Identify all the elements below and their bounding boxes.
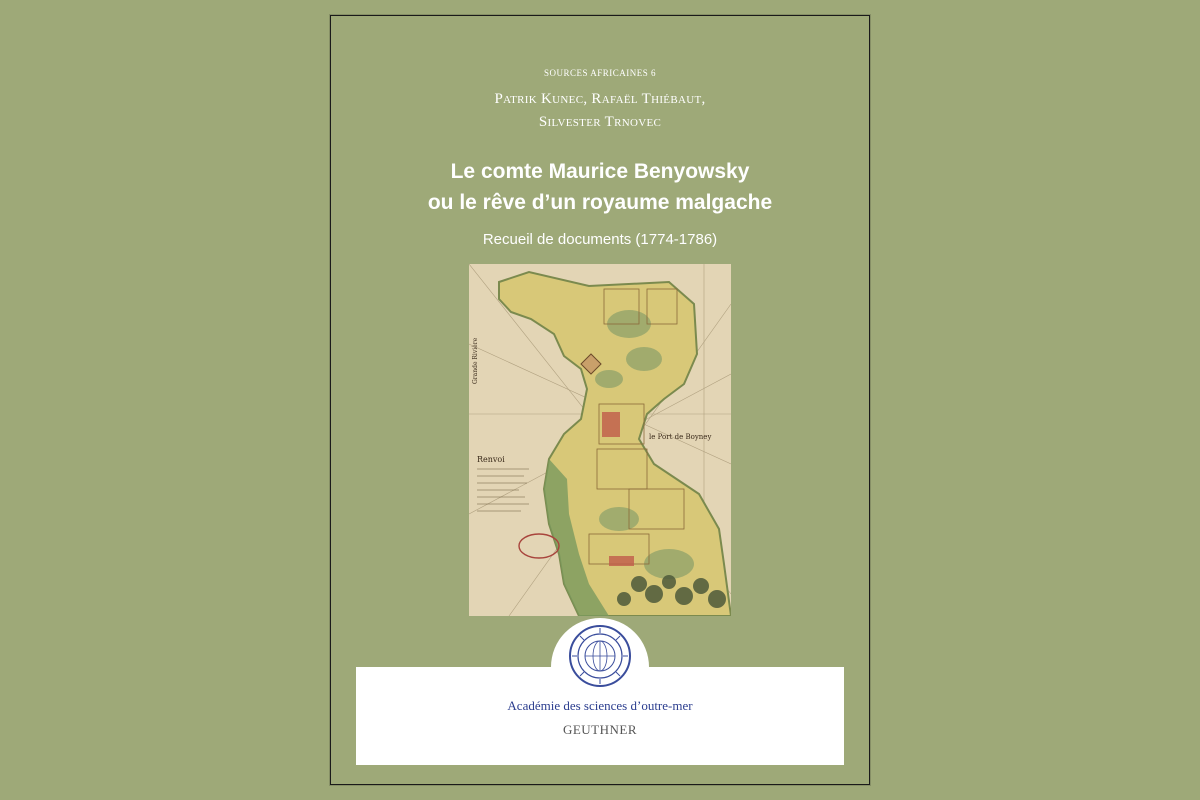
series-label: SOURCES AFRICAINES 6: [543, 68, 657, 78]
academy-name: Académie des sciences d’outre-mer: [507, 698, 693, 713]
publisher-name: GEUTHNER: [562, 722, 638, 737]
authors: [331, 88, 869, 134]
title-line-1: Le comte Maurice Benyowsky: [450, 160, 750, 183]
map-label-river: Grande Rivière: [472, 337, 479, 384]
book-title: [331, 156, 869, 218]
authors-line-2: Silvester Trnovec: [538, 114, 662, 130]
title-line-2: ou le rêve d’un royaume malgache: [427, 191, 773, 214]
academy-seal-icon: [568, 624, 632, 688]
map-label-port: le Port de Boyney: [649, 433, 712, 441]
authors-line-1: Patrik Kunec, Rafaël Thiébaut,: [494, 91, 706, 107]
book-cover: [330, 15, 870, 785]
book-subtitle: Recueil de documents (1774-1786): [482, 231, 718, 248]
historical-map-image: [469, 264, 731, 616]
map-label-renvoi: Renvoi: [477, 455, 505, 464]
